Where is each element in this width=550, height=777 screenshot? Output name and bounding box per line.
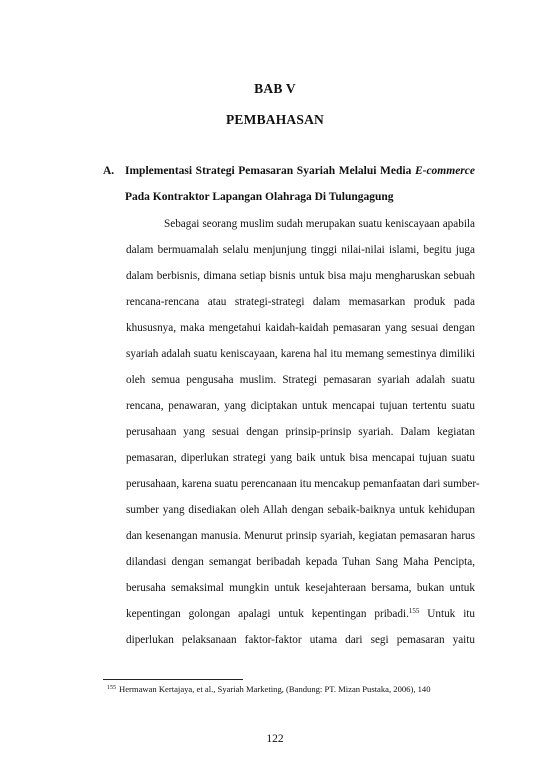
footnote-reference: 155	[408, 607, 420, 615]
body-line: dan kesenangan manusia. Menurut prinsip syariah, kegiatan pemasaran harus	[126, 530, 475, 542]
section-title-text: Implementasi Strategi Pemasaran Syariah Melalui Media	[125, 165, 412, 177]
chapter-number: BAB V	[254, 81, 296, 96]
body-line-with-footnote-ref	[126, 607, 475, 621]
body-line: khususnya, maka mengetahui kaidah-kaidah pemasaran yang sesuai dengan	[126, 322, 475, 334]
footnote-divider	[103, 679, 243, 680]
body-line: rencana, penawaran, yang diciptakan untuk mencapai tujuan tertentu suatu	[126, 400, 475, 412]
body-line: dilandasi dengan semangat beribadah kepada Tuhan Sang Maha Pencipta,	[126, 556, 475, 568]
section-title-line2: Pada Kontraktor Lapangan Olahraga Di Tulungagung	[125, 191, 394, 203]
body-line: sumber yang disediakan oleh Allah dengan sebaik-baiknya untuk kehidupan	[126, 504, 475, 516]
body-line: perusahaan, karena suatu perencanaan itu mencakup pemanfaatan dari sumber-	[126, 478, 480, 490]
body-line: diperlukan pelaksanaan faktor-faktor utama dari segi pemasaran yaitu	[126, 634, 475, 646]
body-line-text: kepentingan golongan apalagi untuk kepentingan pribadi.	[126, 608, 409, 620]
footnote-marker: 155	[107, 685, 116, 691]
body-line: Sebagai seorang muslim sudah merupakan suatu keniscayaan apabila	[164, 218, 475, 230]
body-line: dalam berbisnis, dimana setiap bisnis untuk bisa maju mengharuskan sebuah	[126, 270, 475, 282]
body-line: berusaha semaksimal mungkin untuk kesejahteraan bersama, bukan untuk	[126, 582, 475, 594]
body-line: dalam bermuamalah selalu menjunjung tinggi nilai-nilai islami, begitu juga	[126, 244, 475, 256]
footnote-text: Hermawan Kertajaya, et al., Syariah Marketing, (Bandung: PT. Mizan Pustaka, 2006), 140	[119, 684, 431, 694]
section-letter: A.	[103, 165, 115, 177]
body-line: oleh semua pengusaha muslim. Strategi pemasaran syariah adalah suatu	[126, 374, 475, 386]
body-line: perusahaan yang sesuai dengan prinsip-prinsip syariah. Dalam kegiatan	[126, 426, 475, 438]
body-line: pemasaran, diperlukan strategi yang baik untuk bisa mencapai tujuan suatu	[126, 452, 475, 464]
body-line-text: Untuk itu	[419, 608, 475, 620]
body-line: syariah adalah suatu keniscayaan, karena hal itu memang semestinya dimiliki	[126, 348, 475, 360]
page-number: 122	[266, 733, 284, 745]
section-title-line1	[125, 165, 475, 177]
footnote	[107, 684, 431, 694]
body-line: rencana-rencana atau strategi-strategi dalam memasarkan produk pada	[126, 296, 475, 308]
section-title-italic: E-commerce	[414, 165, 475, 177]
chapter-title: PEMBAHASAN	[225, 112, 324, 127]
